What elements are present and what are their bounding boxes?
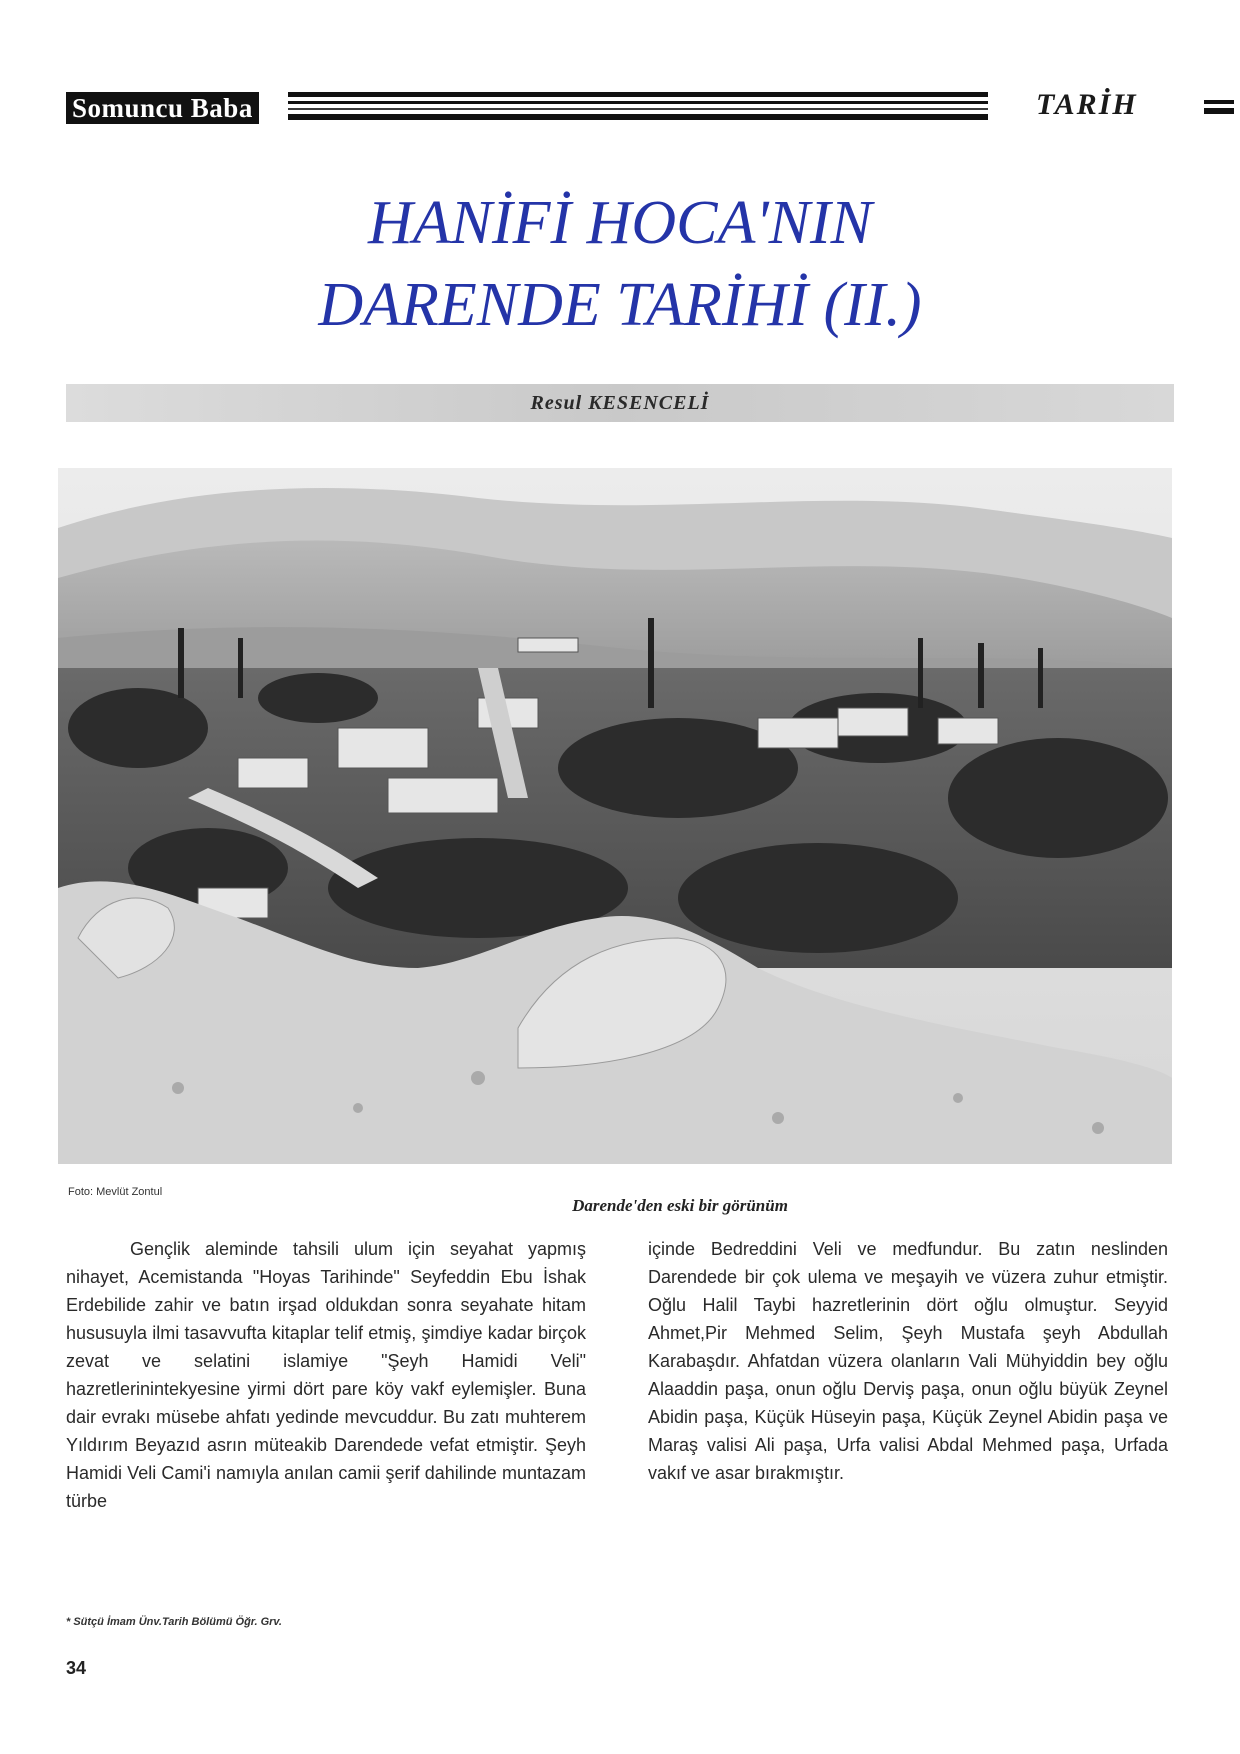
page-header xyxy=(66,86,1174,126)
photo-caption: Darende'den eski bir görünüm xyxy=(572,1196,788,1215)
photo-credit: Foto: Mevlüt Zontul xyxy=(68,1186,163,1198)
section-label: TARİH xyxy=(1036,88,1138,121)
article-photo xyxy=(58,468,1172,1164)
section-mark-icon xyxy=(1204,100,1234,114)
landscape-photo-illustration xyxy=(58,468,1172,1164)
page-number: 34 xyxy=(66,1658,87,1678)
header-rule xyxy=(288,101,988,104)
magazine-brand: Somuncu Baba xyxy=(66,92,259,124)
article-title-line-1: HANİFİ HOCA'NIN xyxy=(367,189,873,257)
author-footnote: * Sütçü İmam Ünv.Tarih Bölümü Öğr. Grv. xyxy=(66,1616,282,1628)
article-author: Resul KESENCELİ xyxy=(530,392,710,414)
article-title xyxy=(100,182,1140,346)
article-title-line-2: DARENDE TARİHİ (II.) xyxy=(318,271,922,339)
body-column-left: Gençlik aleminde tahsili ulum için seyahat yapmış nihayet, Acemistanda "Hoyas Tarihinde" Seyfeddin Ebu İshak Erdebilide zahir ve batın irşad oldukdan sonra seyahate hitam hususuyla ilmi tasavvufta kitaplar telif etmiş, şimdiye kadar birçok zevat ve selatini islamiye "Şeyh Hamidi Veli" hazretlerinintekyesine yirmi dört pare köy vakf eylemişler. Buna dair evrakı müsebe ahfatı yedinde mevcuddur. Bu zatı muhterem Yıldırım Beyazıd asrın müteakib Darendede vefat etmiştir. Şeyh Hamidi Veli Cami'i namıyla anılan camii şerif dahilinde muntazam türbe xyxy=(66,1239,586,1511)
header-rule xyxy=(288,92,988,97)
header-rule xyxy=(288,114,988,120)
header-rule xyxy=(288,108,988,110)
author-band xyxy=(66,384,1174,422)
body-column-right: içinde Bedreddini Veli ve medfundur. Bu zatın neslinden Darendede bir çok ulema ve meşayih ve vüzera zuhur etmiştir. Oğlu Halil Taybi hazretlerinin dört oğlu olmuştur. Seyyid Ahmet,Pir Mehmed Selim, Şeyh Mustafa şeyh Abdullah Karabaşdır. Ahfatdan vüzera olanların Vali Mühyiddin bey oğlu Alaaddin paşa, onun oğlu Derviş paşa, onun oğlu büyük Zeynel Abidin paşa, Küçük Hüseyin paşa, Küçük Zeynel Abidin paşa ve Maraş valisi Ali paşa, Urfa valisi Abdal Mehmed paşa, Urfada vakıf ve asar bırakmıştır. xyxy=(648,1239,1168,1483)
